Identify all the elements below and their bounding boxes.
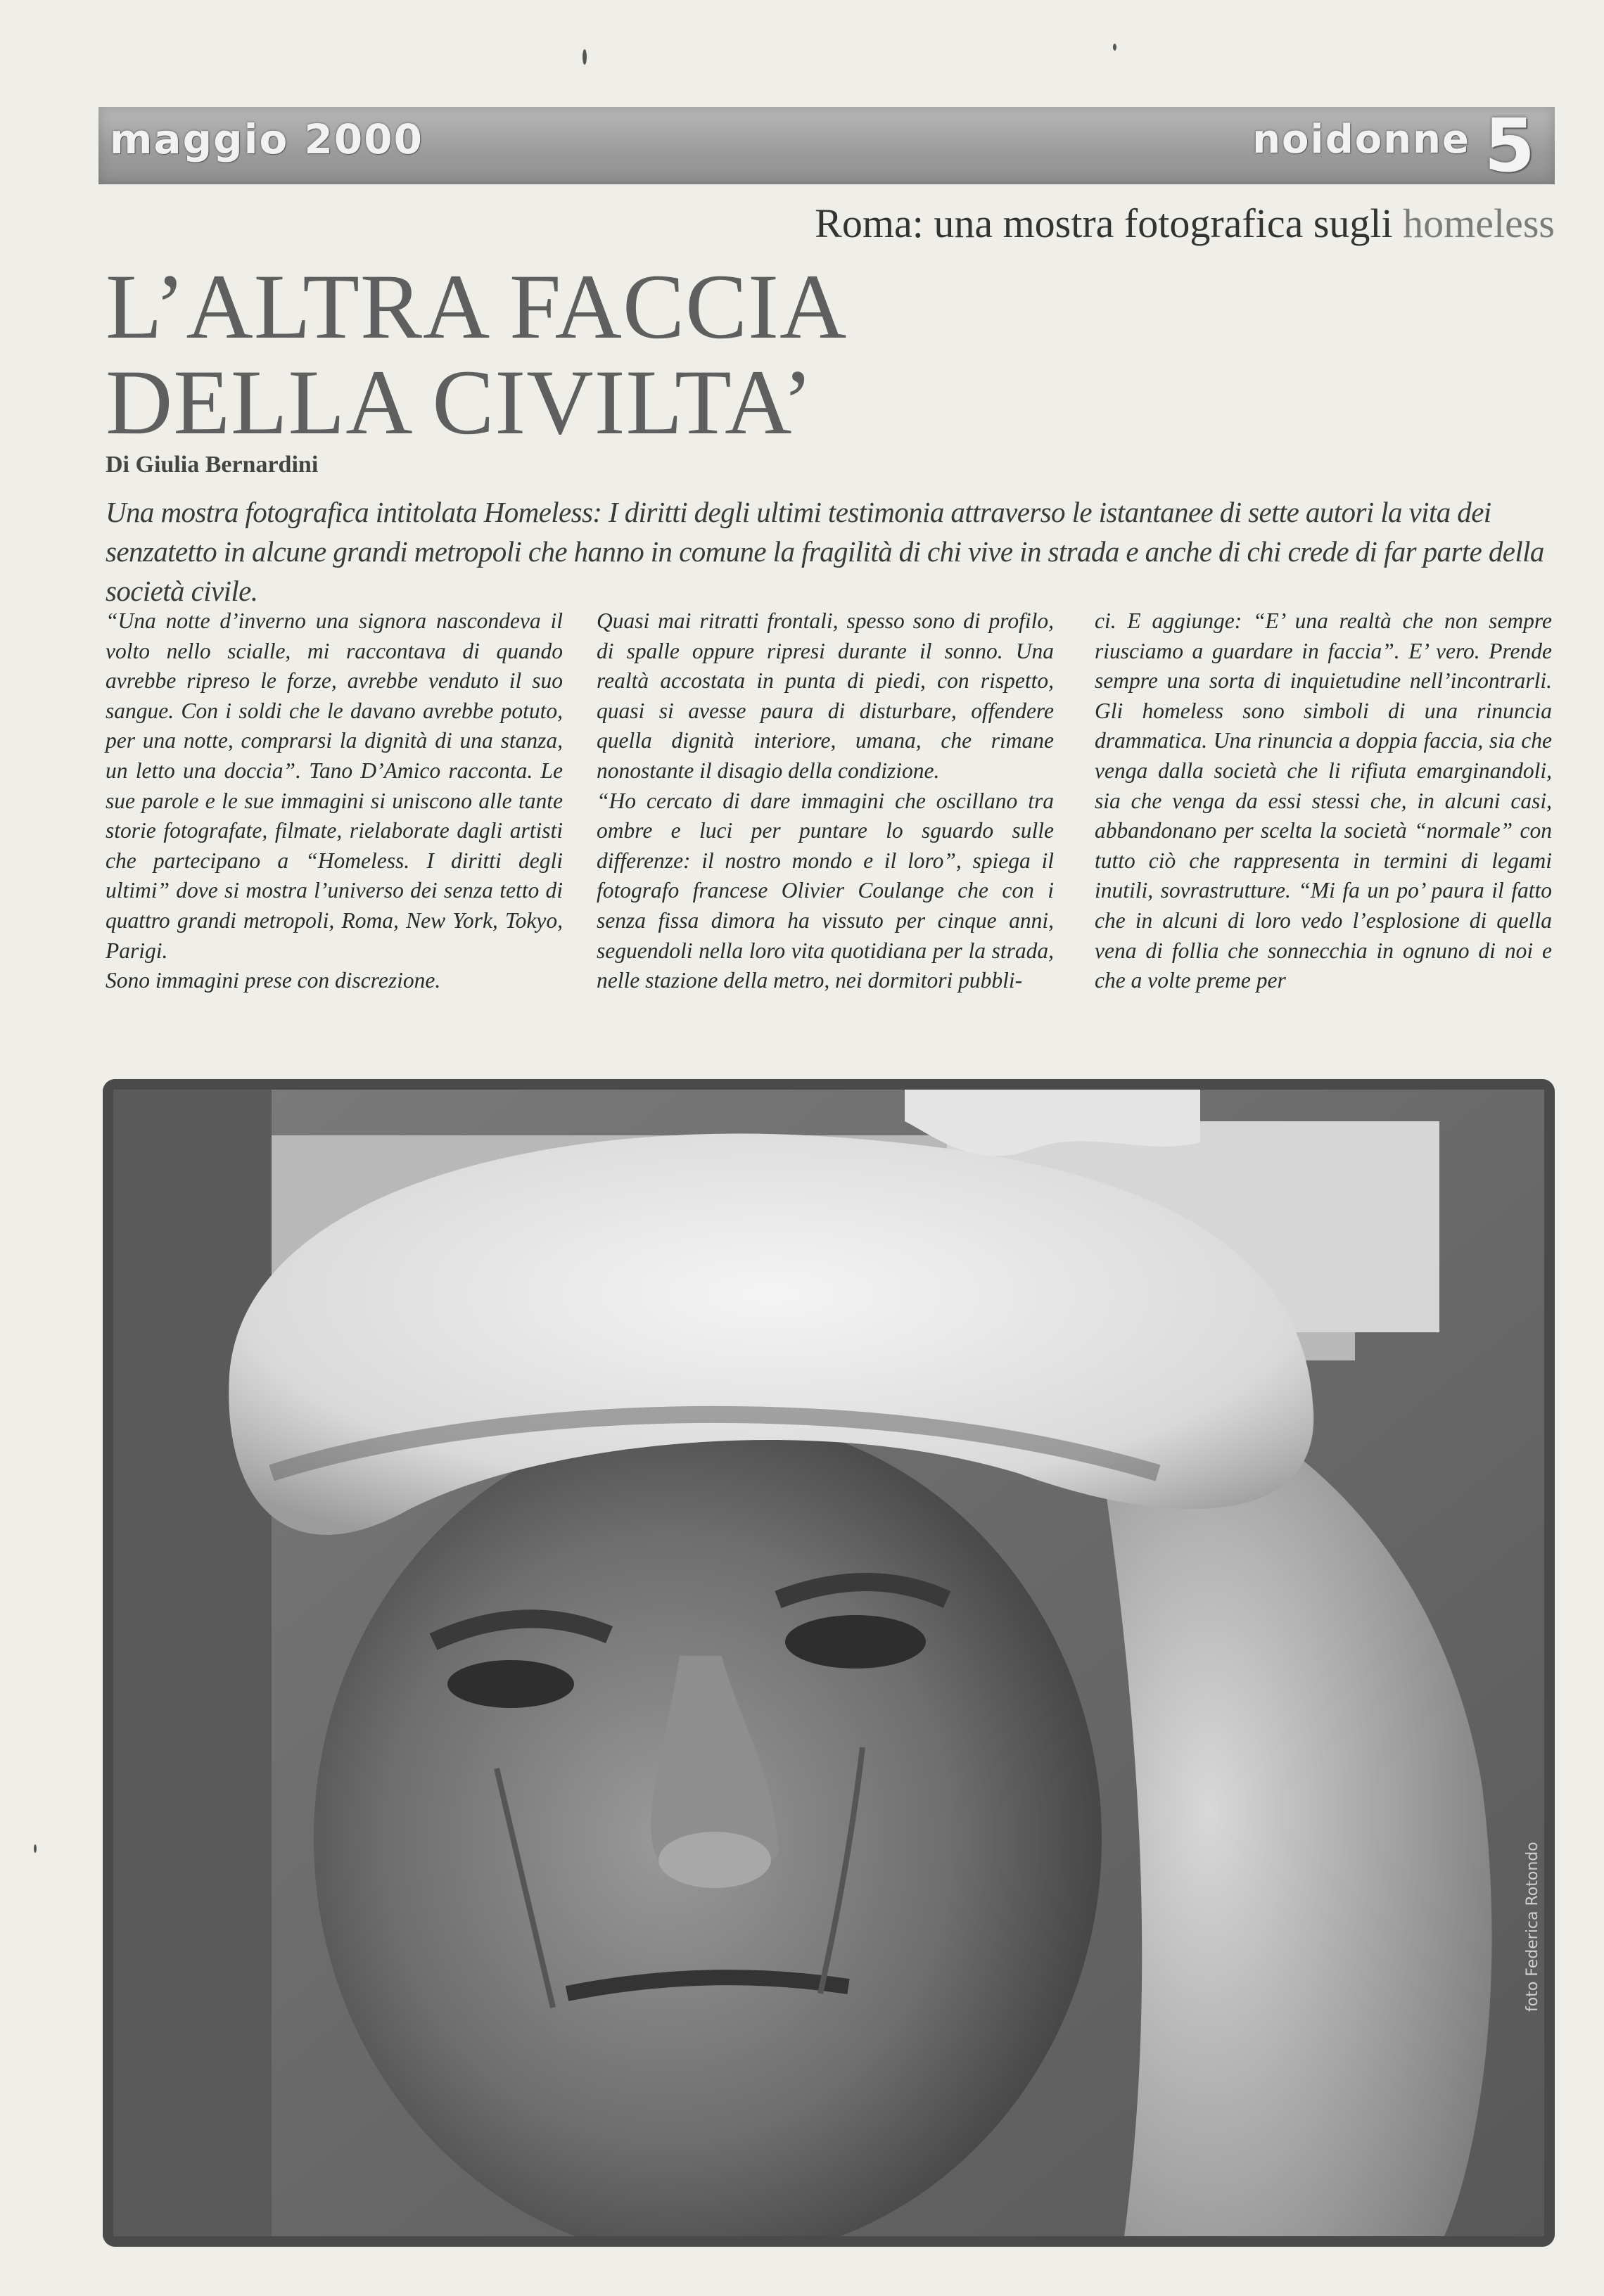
page-number: 5 — [1484, 103, 1535, 189]
standfirst: Una mostra fotografica intitolata Homeless: I diritti degli ultimi testimonia attraverso le istantanee di sette autori la vita dei senzatetto in alcune grandi metropoli che hanno in comune la fragilità di chi vive in strada e anche di chi crede di far parte della società civile. — [106, 496, 1544, 607]
column-paragraph: Quasi mai ritratti frontali, spesso sono di profilo, di spalle oppure ripresi durante il sonno. Una realtà accostata in punta di piedi, con rispetto, quasi si avesse paura di disturbare, offendere quella dignità interiore, umana, che rimane nonostante il disagio della condizione. — [597, 608, 1054, 783]
kicker-highlight: homeless — [1403, 200, 1555, 246]
byline: Di Giulia Bernardini — [106, 452, 319, 478]
portrait-photo-image — [103, 1079, 1555, 2247]
column-paragraph: “Ho cercato di dare immagini che oscillano tra ombre e luci per puntare lo sguardo sulle differenze: il nostro mondo e il loro”, spiega il fotografo francese Olivier Coulange che con i senza fissa dimora ha vissuto per cinque anni, seguendoli nella loro vita quotidiana per la strada, nelle stazione della metro, nei dormitori pubbli- — [597, 788, 1054, 993]
paper-speck — [1113, 44, 1116, 51]
column-paragraph: Sono immagini prese con discrezione. — [106, 968, 441, 993]
article-column-1 — [106, 606, 563, 996]
page-title — [106, 255, 1090, 454]
headline-line-2: DELLA CIVILTA’ — [106, 350, 814, 454]
paper-speck — [583, 49, 587, 65]
headline-line-1: L’ALTRA FACCIA — [106, 255, 848, 358]
article-column-3 — [1095, 606, 1552, 996]
column-paragraph: ci. E aggiunge: “E’ una realtà che non sempre riusciamo a guardare in faccia”. E’ vero. Prende sempre una sorta di inquietudine nell’incontrarli. Gli homeless sono simboli di una rinuncia drammatica. Una rinuncia a doppia faccia, sia che venga dalla società che li rifiuta emarginandoli, sia che venga da essi stessi che, in alcuni casi, abbandonano per scelta la società “normale” con tutto ciò che rappresenta in termini di legami inutili, sovrastrutture. “Mi fa un po’ paura il fatto che in alcuni di loro vedo l’esplosione di quella vena di follia che sonnecchia in ognuno di noi e che a volte preme per — [1095, 608, 1552, 993]
photo-credit: foto Federica Rotondo — [1524, 1842, 1541, 2012]
kicker — [815, 200, 1555, 247]
portrait-photo — [103, 1079, 1555, 2247]
page-header-bar — [98, 103, 1555, 189]
column-paragraph: “Una notte d’inverno una signora nascondeva il volto nello scialle, mi raccontava di quando avrebbe ripreso le forze, avrebbe venduto il suo sangue. Con i soldi che le davano avrebbe potuto, per una notte, comprarsi la dignità di una stanza, un letto una doccia”. Tano D’Amico racconta. Le sue parole e le sue immagini si uniscono alle tante storie fotografate, filmate, rielaborate dagli artisti che partecipano a “Homeless. I diritti degli ultimi” dove si mostra l’universo dei senza tetto di quattro grandi metropoli, Roma, New York, Tokyo, Parigi. — [106, 608, 563, 963]
issue-date: maggio 2000 — [110, 115, 424, 163]
magazine-name: noidonne — [1252, 117, 1470, 162]
kicker-text: Roma: una mostra fotografica sugli — [815, 200, 1393, 246]
article-column-2 — [597, 606, 1054, 996]
paper-speck — [34, 1844, 37, 1853]
